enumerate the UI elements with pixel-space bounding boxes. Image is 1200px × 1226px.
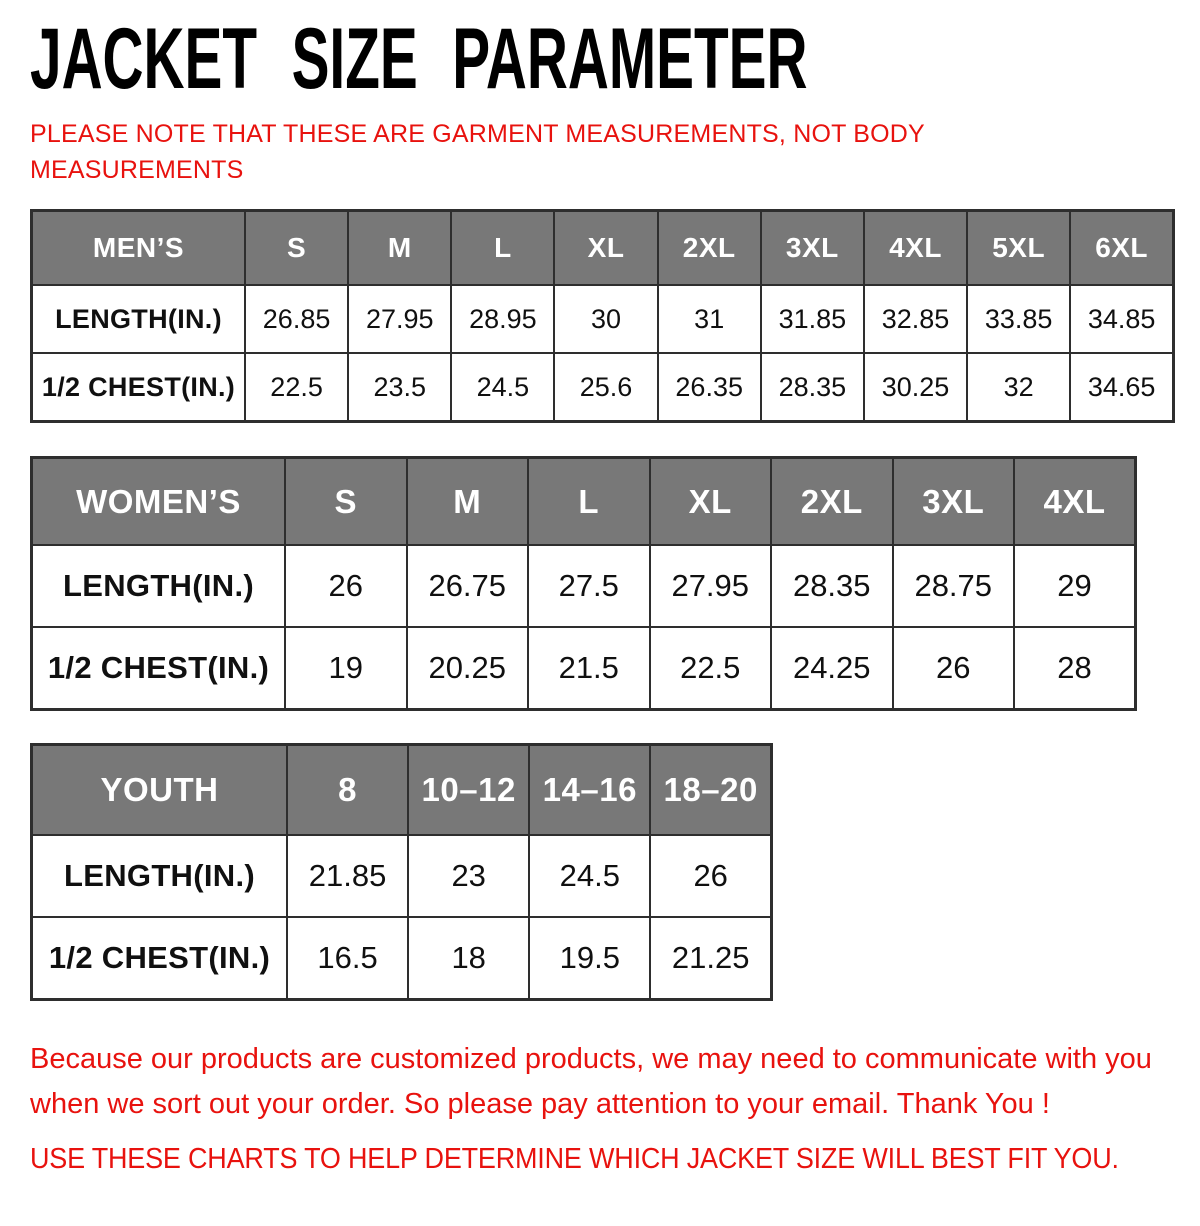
measurement-value-cell: 26.85 (245, 285, 348, 353)
garment-measurement-note (30, 117, 1200, 188)
measurement-value-cell: 26 (650, 835, 771, 917)
size-column-header: L (528, 458, 650, 546)
page-title-text: JACKET SIZE PARAMETER (30, 11, 808, 107)
mens-size-table (30, 209, 1175, 423)
size-column-header: 6XL (1070, 211, 1173, 286)
usage-advice (30, 1143, 1200, 1176)
measurement-value-cell: 20.25 (407, 627, 529, 710)
measurement-row-label: 1/2 CHEST(IN.) (32, 353, 246, 422)
measurement-value-cell: 28.35 (771, 545, 893, 627)
measurement-row (32, 627, 1136, 710)
measurement-row (32, 353, 1174, 422)
measurement-value-cell: 21.25 (650, 917, 771, 1000)
customization-notice-line-2: when we sort out your order. So please pay attention to your email. Thank You ! (30, 1088, 1050, 1121)
measurement-row (32, 545, 1136, 627)
size-column-header: M (407, 458, 529, 546)
measurement-value-cell: 28.75 (893, 545, 1015, 627)
size-column-header: 3XL (761, 211, 864, 286)
measurement-value-cell: 34.85 (1070, 285, 1173, 353)
measurement-value-cell: 27.95 (348, 285, 451, 353)
measurement-value-cell: 29 (1014, 545, 1136, 627)
measurement-value-cell: 30 (554, 285, 657, 353)
measurement-value-cell: 24.5 (451, 353, 554, 422)
measurement-value-cell: 16.5 (287, 917, 408, 1000)
womens-size-table (30, 456, 1137, 711)
measurement-row-label: LENGTH(IN.) (32, 835, 288, 917)
measurement-value-cell: 30.25 (864, 353, 967, 422)
size-column-header: 3XL (893, 458, 1015, 546)
measurement-value-cell: 22.5 (245, 353, 348, 422)
customization-notice-line-1: Because our products are customized products, we may need to communicate with you (30, 1043, 1152, 1076)
size-column-header: 2XL (658, 211, 761, 286)
size-column-header: 4XL (864, 211, 967, 286)
measurement-row-label: LENGTH(IN.) (32, 545, 286, 627)
measurement-value-cell: 26 (893, 627, 1015, 710)
youth-size-table (30, 743, 773, 1001)
measurement-value-cell: 27.5 (528, 545, 650, 627)
measurement-value-cell: 31 (658, 285, 761, 353)
size-column-header: L (451, 211, 554, 286)
measurement-value-cell: 31.85 (761, 285, 864, 353)
measurement-row (32, 917, 772, 1000)
size-column-header: S (285, 458, 407, 546)
measurement-value-cell: 19 (285, 627, 407, 710)
size-column-header: S (245, 211, 348, 286)
measurement-value-cell: 26 (285, 545, 407, 627)
measurement-value-cell: 28.95 (451, 285, 554, 353)
measurement-row-label: 1/2 CHEST(IN.) (32, 627, 286, 710)
measurement-value-cell: 26.75 (407, 545, 529, 627)
measurement-value-cell: 24.5 (529, 835, 650, 917)
size-column-header: 14–16 (529, 745, 650, 836)
measurement-value-cell: 21.5 (528, 627, 650, 710)
size-column-header: 4XL (1014, 458, 1136, 546)
measurement-row-label: LENGTH(IN.) (32, 285, 246, 353)
measurement-row-label: 1/2 CHEST(IN.) (32, 917, 288, 1000)
measurement-value-cell: 27.95 (650, 545, 772, 627)
page-title (30, 11, 1200, 107)
measurement-value-cell: 26.35 (658, 353, 761, 422)
measurement-value-cell: 24.25 (771, 627, 893, 710)
measurement-value-cell: 25.6 (554, 353, 657, 422)
measurement-value-cell: 22.5 (650, 627, 772, 710)
measurement-value-cell: 34.65 (1070, 353, 1173, 422)
size-column-header: XL (650, 458, 772, 546)
size-chart-page (0, 11, 1200, 1226)
measurement-row (32, 835, 772, 917)
measurement-value-cell: 18 (408, 917, 529, 1000)
womens-header-row (32, 458, 1136, 546)
measurement-value-cell: 28.35 (761, 353, 864, 422)
measurement-row (32, 285, 1174, 353)
measurement-value-cell: 21.85 (287, 835, 408, 917)
measurement-value-cell: 32 (967, 353, 1070, 422)
size-column-header: 10–12 (408, 745, 529, 836)
measurement-value-cell: 28 (1014, 627, 1136, 710)
customization-notice (30, 1037, 1200, 1127)
note-line-2: MEASUREMENTS (30, 155, 244, 184)
size-column-header: M (348, 211, 451, 286)
measurement-value-cell: 33.85 (967, 285, 1070, 353)
mens-table-title: MEN’S (32, 211, 246, 286)
size-column-header: 2XL (771, 458, 893, 546)
size-column-header: XL (554, 211, 657, 286)
measurement-value-cell: 32.85 (864, 285, 967, 353)
size-column-header: 18–20 (650, 745, 771, 836)
size-column-header: 5XL (967, 211, 1070, 286)
measurement-value-cell: 23 (408, 835, 529, 917)
size-column-header: 8 (287, 745, 408, 836)
womens-table-title: WOMEN’S (32, 458, 286, 546)
size-tables-container (0, 209, 1200, 1001)
mens-header-row (32, 211, 1174, 286)
youth-table-title: YOUTH (32, 745, 288, 836)
usage-advice-text: USE THESE CHARTS TO HELP DETERMINE WHICH JACKET SIZE WILL BEST FIT YOU. (30, 1142, 1119, 1175)
youth-header-row (32, 745, 772, 836)
note-line-1: PLEASE NOTE THAT THESE ARE GARMENT MEASUREMENTS, NOT BODY (30, 120, 925, 149)
measurement-value-cell: 19.5 (529, 917, 650, 1000)
measurement-value-cell: 23.5 (348, 353, 451, 422)
